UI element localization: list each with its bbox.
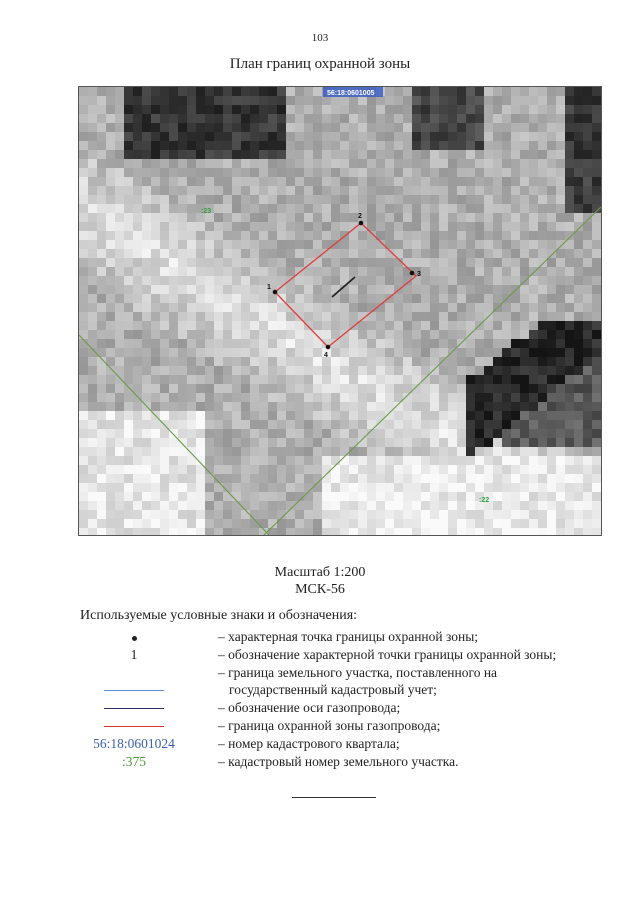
parcel-label-23: :23 (201, 208, 212, 215)
legend-text: – обозначение характерной точки границы охранной зоны; (218, 647, 557, 662)
map-canvas[interactable] (79, 87, 601, 535)
legend-row (0, 646, 640, 663)
legend-symbol-number: 1 (130, 647, 138, 662)
legend-text: – граница земельного участка, поставленного на (218, 665, 498, 680)
scale-block (0, 564, 640, 598)
plan-title: План границ охранной зоны (229, 56, 411, 72)
legend-row (0, 699, 640, 716)
legend-symbol-quarter: 56:18:0601024 (93, 736, 175, 751)
point-label-4: 4 (324, 352, 328, 359)
point-label-2: 2 (358, 213, 362, 220)
aerial-imagery (79, 87, 601, 535)
gas-axis-swatch (104, 708, 164, 709)
zone-line-swatch (104, 726, 164, 727)
legend-text: – граница охранной зоны газопровода; (218, 718, 441, 733)
scale-text: Масштаб 1:200 (274, 565, 366, 580)
legend-symbol-dot (78, 628, 190, 645)
legend-text: – обозначение оси газопровода; (218, 700, 401, 715)
quarter-label: 56:18:0601005 (327, 90, 375, 97)
legend-symbol-zone-line (78, 717, 190, 734)
parcel-label-22: :22 (479, 497, 490, 504)
legend-text: – характерная точка границы охранной зоны; (218, 629, 479, 644)
boundary-point-3[interactable] (410, 271, 415, 276)
legend-row (0, 664, 640, 681)
map-view[interactable] (78, 86, 602, 536)
page-number: 103 (311, 32, 329, 44)
boundary-point-1[interactable] (273, 290, 278, 295)
legend-heading: Используемые условные знаки и обозначения: (80, 608, 358, 623)
legend-text: – номер кадастрового квартала; (218, 736, 400, 751)
legend-row (0, 717, 640, 734)
legend-symbol-gas-axis (78, 699, 190, 716)
boundary-point-4[interactable] (326, 345, 331, 350)
boundary-point-icon (132, 636, 137, 641)
parcel-line-swatch (104, 690, 164, 691)
legend-row (0, 753, 640, 770)
coordinate-system: МСК-56 (295, 582, 345, 597)
legend-text: – кадастровый номер земельного участка. (218, 754, 459, 769)
legend-row (0, 628, 640, 645)
legend-row (0, 735, 640, 752)
point-label-3: 3 (417, 271, 421, 278)
legend-symbol-parcel-number: :375 (121, 754, 146, 769)
footer-divider (292, 797, 376, 798)
legend-text: государственный кадастровый учет; (229, 682, 437, 697)
legend-symbol-parcel-line (78, 681, 190, 698)
point-label-1: 1 (267, 284, 271, 291)
boundary-point-2[interactable] (359, 221, 364, 226)
legend-row (0, 681, 640, 698)
